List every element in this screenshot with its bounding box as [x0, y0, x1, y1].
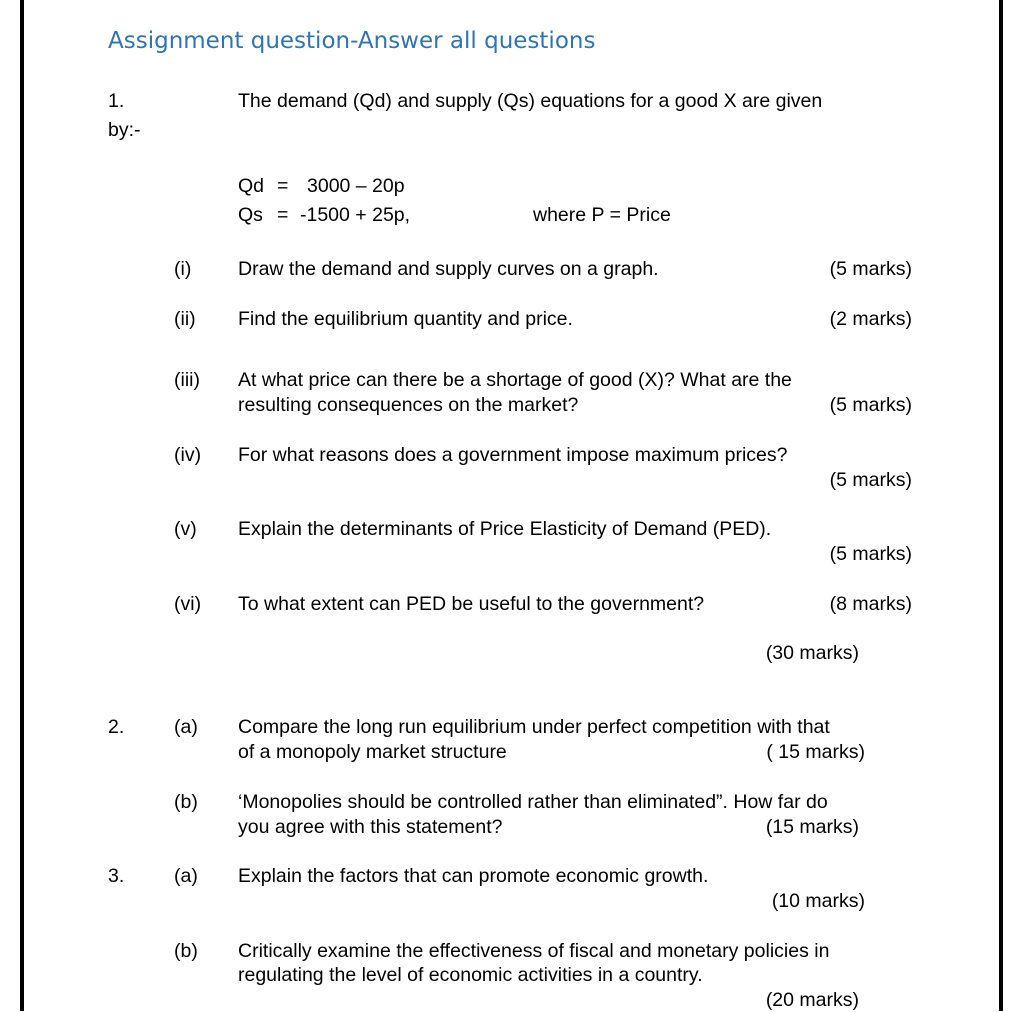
q2-part-b-text-line-2: you agree with this statement?	[238, 816, 503, 838]
q1-part-vi-marks: (8 marks)	[829, 593, 912, 615]
q1-part-ii-label: (ii)	[174, 308, 196, 330]
q2-part-b-marks: (15 marks)	[765, 816, 859, 838]
q1-part-vi-label: (vi)	[174, 593, 202, 615]
question-1-number: 1.	[108, 90, 125, 112]
q2-part-a-text-line-1: Compare the long run equilibrium under perfect competition with that	[238, 716, 830, 738]
equation-2-equals: =	[277, 204, 289, 226]
q1-total-marks: (30 marks)	[765, 642, 859, 664]
q2-part-a-label: (a)	[174, 716, 198, 738]
equation-2-rhs: -1500 + 25p,	[300, 204, 411, 226]
q1-part-iv-text: For what reasons does a government impose maximum prices?	[238, 444, 788, 466]
equation-2-lhs: Qs	[238, 204, 263, 226]
equation-1-equals: =	[277, 175, 289, 197]
question-3-number: 3.	[108, 865, 125, 887]
page-border-left	[20, 0, 24, 1011]
q1-part-v-marks: (5 marks)	[829, 543, 912, 565]
q2-part-a-marks: ( 15 marks)	[766, 741, 865, 763]
q3-part-b-text-line-2: regulating the level of economic activities in a country.	[238, 964, 703, 986]
q3-part-b-label: (b)	[174, 940, 198, 962]
q1-part-iii-marks: (5 marks)	[829, 394, 912, 416]
q1-part-iv-label: (iv)	[174, 444, 202, 466]
q2-part-b-label: (b)	[174, 791, 198, 813]
q1-part-v-text: Explain the determinants of Price Elasticity of Demand (PED).	[238, 518, 772, 540]
q1-part-iii-text-line-1: At what price can there be a shortage of good (X)? What are the	[238, 369, 792, 391]
q1-part-i-label: (i)	[174, 258, 192, 280]
question-1-intro-continued: by:-	[108, 119, 141, 141]
q2-part-b-text-line-1: ‘Monopolies should be controlled rather than eliminated”. How far do	[238, 791, 828, 813]
q1-part-i-text: Draw the demand and supply curves on a graph.	[238, 258, 659, 280]
q1-part-vi-text: To what extent can PED be useful to the government?	[238, 593, 705, 615]
equation-1-rhs: 3000 – 20p	[307, 175, 405, 197]
q1-part-iv-marks: (5 marks)	[829, 469, 912, 491]
equation-2-note: where P = Price	[533, 204, 671, 226]
q3-part-b-marks: (20 marks)	[765, 989, 859, 1011]
q3-part-a-label: (a)	[174, 865, 198, 887]
page-title: Assignment question-Answer all questions	[108, 28, 596, 54]
question-1-intro: The demand (Qd) and supply (Qs) equations for a good X are given	[238, 90, 823, 112]
q1-part-ii-marks: (2 marks)	[829, 308, 912, 330]
q3-part-a-marks: (10 marks)	[771, 890, 865, 912]
q1-part-iii-text-line-2: resulting consequences on the market?	[238, 394, 579, 416]
q1-part-iii-label: (iii)	[174, 369, 200, 391]
q3-part-b-text-line-1: Critically examine the effectiveness of fiscal and monetary policies in	[238, 940, 830, 962]
q2-part-a-text-line-2: of a monopoly market structure	[238, 741, 507, 763]
q1-part-i-marks: (5 marks)	[829, 258, 912, 280]
equation-1-lhs: Qd	[238, 175, 265, 197]
q1-part-v-label: (v)	[174, 518, 197, 540]
question-2-number: 2.	[108, 716, 125, 738]
q1-part-ii-text: Find the equilibrium quantity and price.	[238, 308, 573, 330]
q3-part-a-text: Explain the factors that can promote economic growth.	[238, 865, 709, 887]
page-border-right	[999, 0, 1003, 1011]
